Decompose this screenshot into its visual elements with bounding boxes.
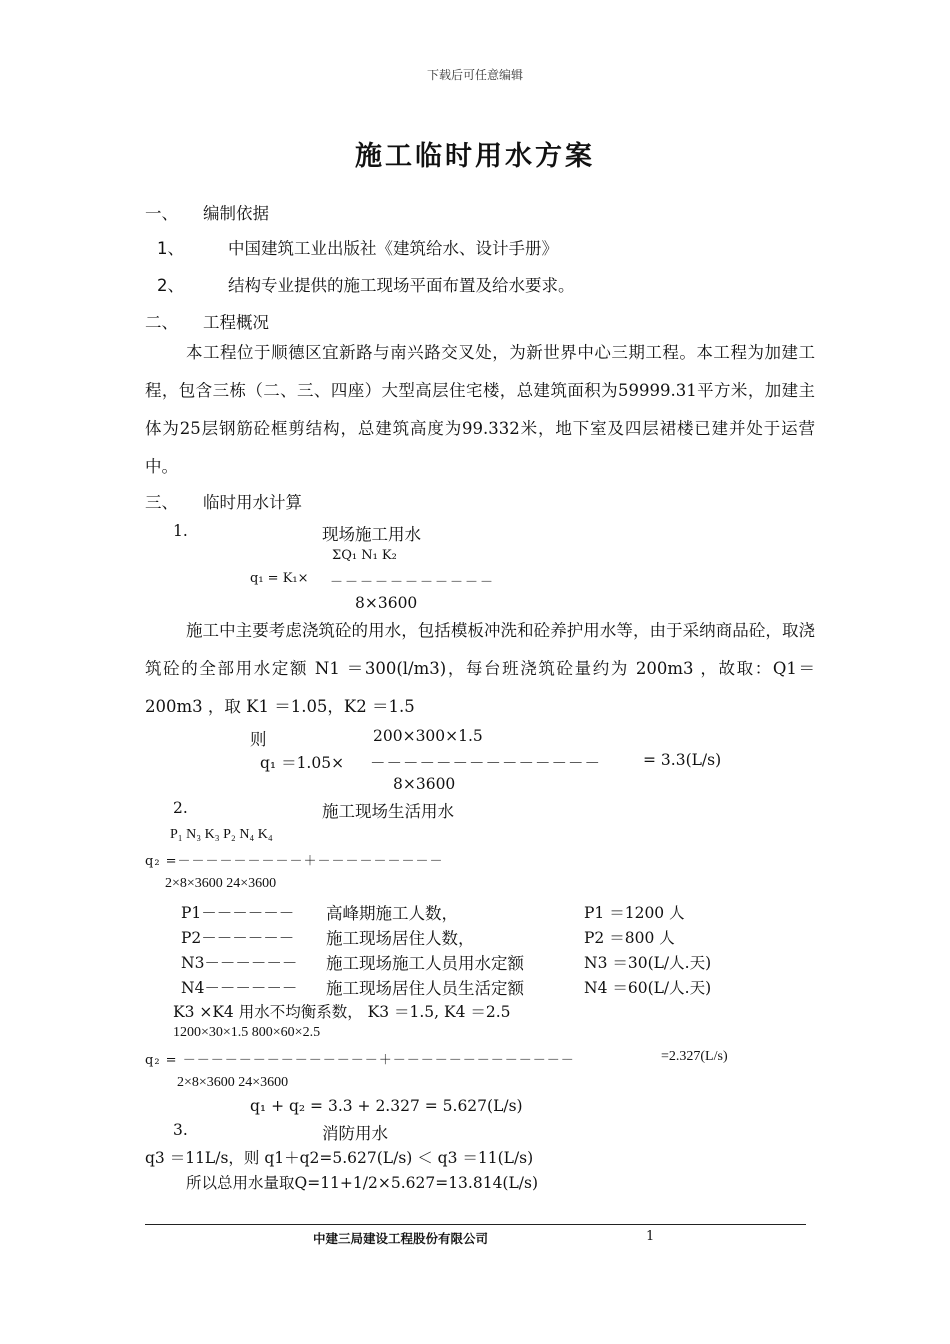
param-2-symbol: P2－－－－－－ (181, 929, 295, 947)
calc-1-lhs: q₁ ＝1.05× (260, 754, 345, 772)
section-3-number: 三、 (145, 493, 178, 512)
coefficient-line: K3 ×K4 用水不均衡系数， K3 ＝1.5, K4 ＝2.5 (173, 1003, 511, 1021)
param-1-value: P1 ＝1200 人 (584, 904, 685, 922)
section-2-number: 二、 (145, 313, 178, 332)
formula-2-numerator: P₁ N₃ K₃ P₂ N₄ K₄ (170, 827, 273, 842)
formula-1-denominator: 8×3600 (355, 594, 418, 612)
calc-2-denominator: 2×8×3600 24×3600 (177, 1075, 289, 1090)
calc-1-then: 则 (250, 730, 267, 749)
calc-1-result: = 3.3(L/s) (643, 751, 722, 769)
section-2-heading: 工程概况 (203, 313, 269, 332)
calc-1-fraction-bar: －－－－－－－－－－－－－－ (370, 754, 602, 772)
calc-1-numerator: 200×300×1.5 (373, 727, 483, 745)
formula-1-numerator: ΣQ₁ N₁ K₂ (332, 548, 397, 563)
fire-water-line: q3 ＝11L/s，则 q1＋q2=5.627(L/s) ＜ q3 ＝11(L/s) (145, 1149, 534, 1167)
ref-1-text: 中国建筑工业出版社《建筑给水、设计手册》 (228, 239, 558, 258)
param-2-description: 施工现场居住人数， (326, 929, 475, 948)
param-1-description: 高峰期施工人数， (326, 904, 458, 923)
page-title: 施工临时用水方案 (355, 141, 595, 172)
ref-2-number: 2、 (157, 276, 184, 295)
item-2-number: 2. (173, 799, 188, 817)
item-1-heading: 现场施工用水 (322, 525, 421, 544)
param-3-description: 施工现场施工人员用水定额 (326, 954, 524, 973)
item-1-paragraph: 施工中主要考虑浇筑砼的用水，包括模板冲洗和砼养护用水等，由于采纳商品砼，取浇筑砼的全部用水定额 N1 ＝300(l/m3)，每台班浇筑砼量约为 200m3 ，故取：Q1＝200m3 ，取 K1 ＝1.05，K2 ＝1.5 (145, 621, 815, 716)
item-2-heading: 施工现场生活用水 (322, 802, 454, 821)
footer-company: 中建三局建设工程股份有限公司 (313, 1231, 489, 1246)
item-1-number: 1. (173, 522, 188, 540)
calc-2-line: q₂ = －－－－－－－－－－－－－－＋－－－－－－－－－－－－－ (145, 1053, 575, 1068)
section-3-heading: 临时用水计算 (203, 493, 302, 512)
ref-2-text: 结构专业提供的施工现场平面布置及给水要求。 (228, 276, 575, 295)
param-2-value: P2 ＝800 人 (584, 929, 675, 947)
header-note: 下载后可任意编辑 (426, 68, 523, 82)
section-1-number: 一、 (145, 204, 178, 223)
calc-2-numerator: 1200×30×1.5 800×60×2.5 (173, 1025, 321, 1040)
formula-1-lhs: q₁ = K₁× (250, 571, 309, 586)
total-water-line: 所以总用水量取Q=11+1/2×5.627=13.814(L/s) (186, 1174, 538, 1192)
footer-divider (145, 1224, 806, 1225)
item-3-number: 3. (173, 1121, 188, 1139)
section-1-heading: 编制依据 (203, 204, 269, 223)
ref-1-number: 1、 (157, 239, 184, 258)
param-4-symbol: N4－－－－－－ (181, 979, 298, 997)
page-number: 1 (646, 1229, 655, 1244)
param-4-description: 施工现场居住人员生活定额 (326, 979, 524, 998)
project-overview-paragraph: 本工程位于顺德区宜新路与南兴路交叉处，为新世界中心三期工程。本工程为加建工程，包含三栋（二、三、四座）大型高层住宅楼，总建筑面积为59999.31平方米，加建主体为25层钢筋砼框剪结构，总建筑高度为99.332米，地下室及四层裙楼已建并处于运营中。 (145, 343, 815, 476)
formula-1-fraction-bar: －－－－－－－－－－－ (330, 575, 496, 590)
item-3-heading: 消防用水 (322, 1124, 388, 1143)
param-3-symbol: N3－－－－－－ (181, 954, 298, 972)
calc-2-result: =2.327(L/s) (661, 1049, 728, 1064)
param-1-symbol: P1－－－－－－ (181, 904, 295, 922)
param-4-value: N4 ＝60(L/人.天) (584, 979, 712, 997)
calc-1-denominator: 8×3600 (393, 775, 456, 793)
param-3-value: N3 ＝30(L/人.天) (584, 954, 712, 972)
sum-line: q₁ + q₂ = 3.3 + 2.327 = 5.627(L/s) (250, 1097, 523, 1115)
formula-2-line: q₂ =－－－－－－－－－＋－－－－－－－－－ (145, 854, 444, 869)
formula-2-denominator: 2×8×3600 24×3600 (165, 876, 277, 891)
